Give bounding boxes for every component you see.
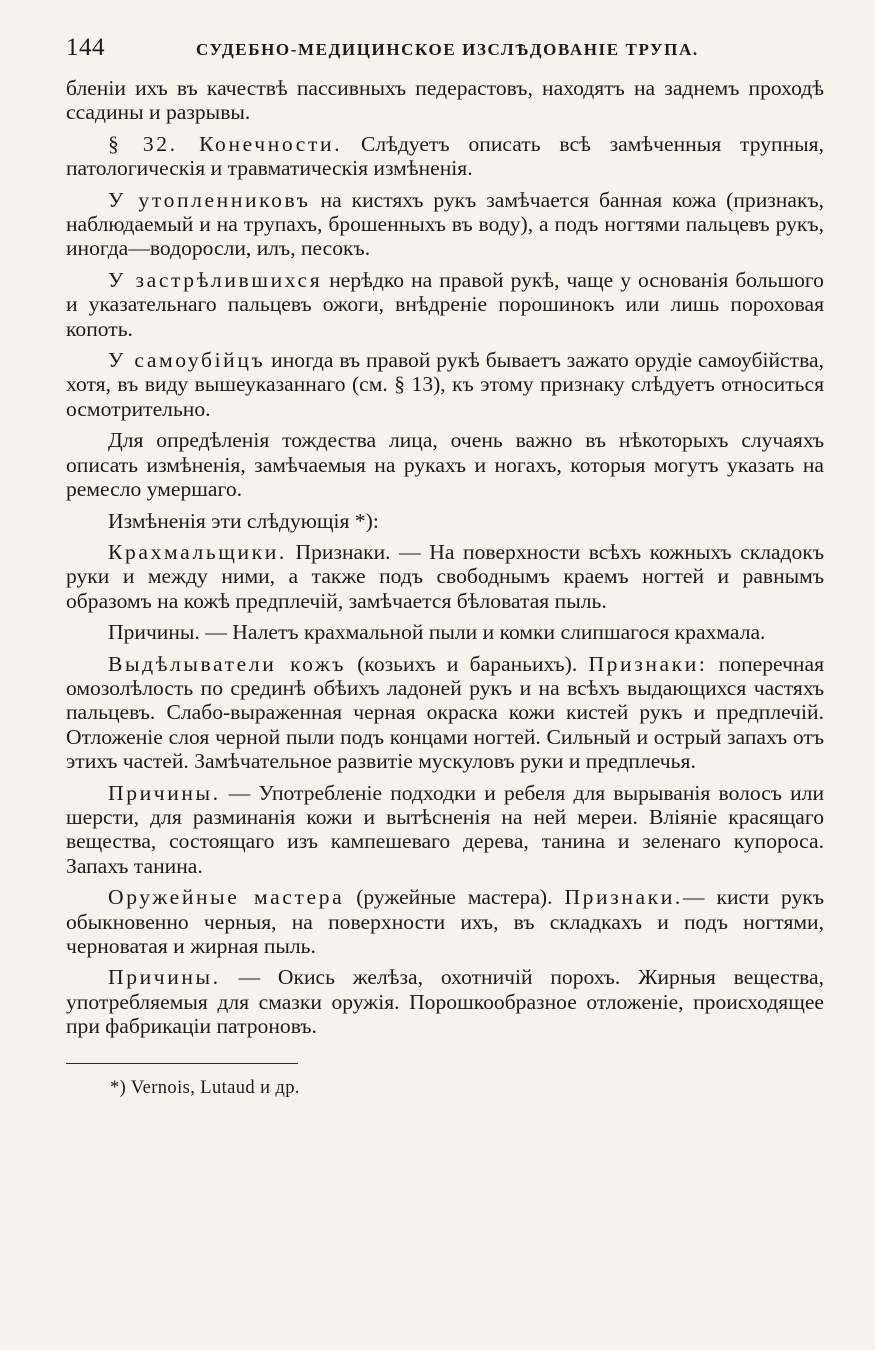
paragraph-lead: Выдѣлыватели кожъ: [108, 651, 347, 676]
page-header: [66, 34, 824, 76]
paragraph-gunsmiths-causes: [66, 965, 824, 1038]
paragraph-starchers-signs: [66, 540, 824, 613]
paragraph-lead: У самоубійцъ: [108, 348, 266, 373]
paragraph-shot: [66, 268, 824, 341]
paragraph-lead: Оружейные мастера: [108, 885, 345, 910]
paragraph-text: (ружейные мастера).: [344, 885, 565, 910]
paragraph-text: — На поверхности всѣхъ кожныхъ складокъ руки и между ними, а также подъ свободнымъ краемъ ногтей и равнымъ образомъ на кожѣ предплечій, замѣчается бѣловатая пыль.: [66, 539, 824, 613]
paragraph-identity: [66, 428, 824, 501]
paragraph-suicides: [66, 348, 824, 421]
signs-label: Признаки:: [588, 651, 708, 676]
causes-label: Причины.: [108, 965, 221, 990]
paragraph-text: — Окись желѣза, охотничій порохъ. Жирныя вещества, употребляемыя для смазки оружія. Порошкообразное отложеніе, происходящее при фабрикаціи патроновъ.: [66, 965, 824, 1039]
paragraph-gunsmiths-signs: [66, 885, 824, 958]
paragraph-lead: У застрѣлившихся: [108, 267, 323, 292]
footnote-divider: [66, 1063, 298, 1064]
paragraph-text: на кистяхъ рукъ замѣчается банная кожа (признакъ, наблюдаемый и на трупахъ, брошенныхъ въ воду), а подъ ногтями пальцевъ рукъ, иногда—водоросли, илъ, песокъ.: [66, 187, 824, 261]
paragraph-lead: Крахмальщики.: [108, 539, 287, 564]
paragraph-text: Для опредѣленія тождества лица, очень важно въ нѣкоторыхъ случаяхъ описать измѣненія, замѣчаемыя на рукахъ и ногахъ, которыя могутъ указать на ремесло умершаго.: [66, 428, 824, 502]
paragraph-text: Слѣдуетъ описать всѣ замѣченныя трупныя, патологическія и травматическія измѣненія.: [66, 131, 824, 181]
page-number: 144: [66, 34, 105, 61]
paragraph-section-32: [66, 132, 824, 181]
paragraph-lead: У утопленниковъ: [108, 187, 311, 212]
paragraph-tanners-signs: [66, 652, 824, 774]
paragraph-text: (козьихъ и бараньихъ).: [346, 651, 589, 676]
paragraph-text: нерѣдко на правой рукѣ, чаще у основанія большого и указательнаго пальцевъ ожоги, внѣдреніе порошинокъ или лишь пороховая копоть.: [66, 267, 824, 341]
paragraph-text: — Налетъ крахмальной пыли и комки слипшагося крахмала.: [199, 620, 766, 645]
causes-label: Причины.: [108, 780, 221, 805]
paragraph-text: Измѣненія эти слѣдующія *):: [108, 508, 379, 533]
paragraph-tanners-causes: [66, 781, 824, 879]
paragraph-text: — кисти рукъ обыкновенно черныя, на поверхности ихъ, въ складкахъ и подъ ногтями, черноватая и жирная пыль.: [66, 885, 825, 958]
paragraph-text: бленіи ихъ въ качествѣ пассивныхъ педерастовъ, находятъ на заднемъ проходѣ ссадины и разрывы.: [66, 76, 824, 125]
paragraph-text: поперечная омозолѣлость по срединѣ обѣихъ ладоней рукъ и на всѣхъ выдающихся частяхъ пальцевъ. Слабо-выраженная черная окраска кожи кистей рукъ и предплечій. Отложеніе слоя черной пыли подъ концами ногтей. Сильный и острый запахъ отъ этихъ частей. Замѣчательное развитіе мускуловъ руки и предплечья.: [66, 651, 825, 774]
causes-label: Причины.: [108, 620, 200, 645]
section-heading: § 32. Конечности.: [108, 131, 343, 156]
body-text: [66, 76, 824, 1039]
paragraph-continuation: [66, 76, 824, 125]
paragraph-text: иногда въ правой рукѣ бываетъ зажато орудіе самоубійства, хотя, въ виду вышеуказаннаго (см. § 13), къ этому признаку слѣдуетъ относиться осмотрительно.: [66, 348, 824, 421]
running-title: СУДЕБНО-МЕДИЦИНСКОЕ ИЗСЛѢДОВАНІЕ ТРУПА.: [196, 40, 699, 59]
paragraph-drowned: [66, 188, 824, 261]
paragraph-text: — Употребленіе подходки и ребеля для вырыванія волосъ или шерсти, для разминанія кожи и вытѣсненія на ней мереи. Вліяніе красящаго вещества, состоящаго изъ кампешеваго дерева, танина и зеленаго купороса. Запахъ танина.: [66, 780, 824, 878]
signs-label: Признаки.: [564, 885, 683, 910]
footnote: *) Vernois, Lutaud и др.: [110, 1077, 300, 1098]
book-page: [66, 34, 824, 1099]
signs-label: Признаки.: [286, 539, 391, 564]
paragraph-changes-intro: [66, 509, 824, 533]
paragraph-starchers-causes: [66, 620, 824, 644]
